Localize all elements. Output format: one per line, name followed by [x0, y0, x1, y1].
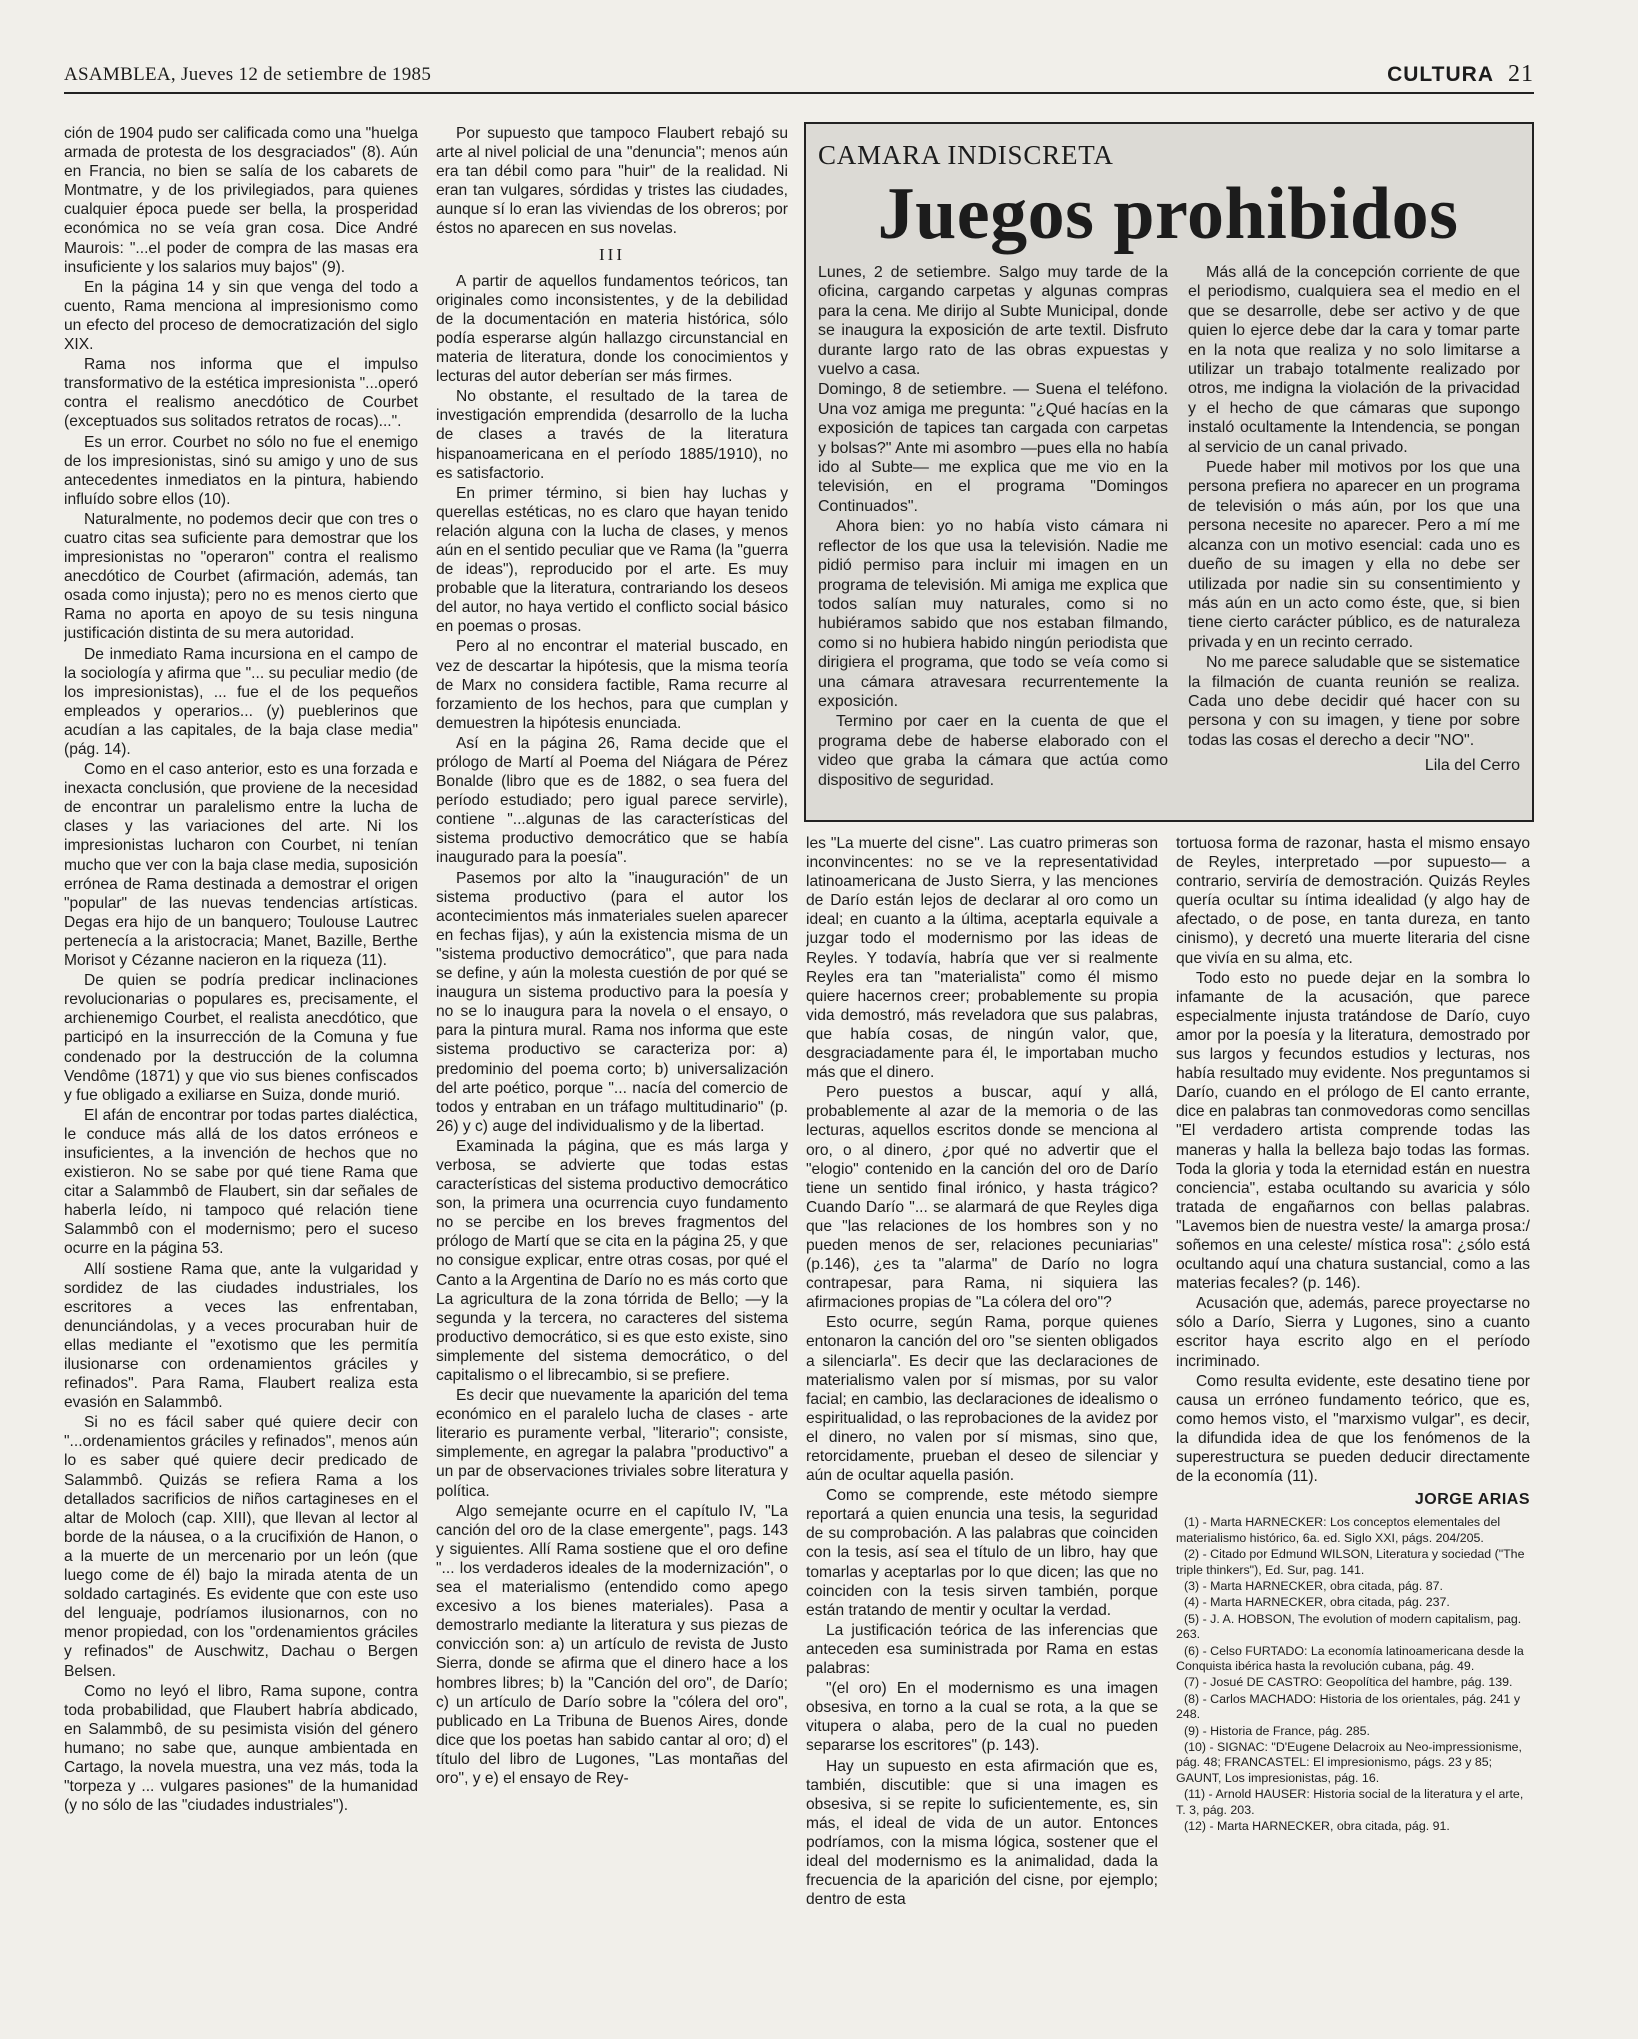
- paragraph: No me parece saludable que se sistematice la filmación de cuanta reunión se realiza. Cada uno debe decidir qué hacer con su persona y con su imagen, y tiene por sobre todas las cosas el derecho a decir "NO".: [1188, 654, 1520, 749]
- paragraph: Examinada la página, que es más larga y verbosa, se advierte que todas estas características del sistema productivo democrático son, la primera una ocurrencia cuyo fundamento no se percibe en los breves fragmentos del prólogo de Martí que se cita en la página 25, y que no consigue explicar, entre otras cosas, por qué el Canto a la Argentina de Darío no es más corto que La agricultura de la zona tórrida de Bello; —y la segunda y la tercera, no caracteres del sistema productivo democrático, si es que esto existe, sino simplemente del sistema democrático, o del capitalismo o el librecambio, si se prefiere.: [436, 1137, 788, 1384]
- footnote: (2) - Citado por Edmund WILSON, Literatura y sociedad ("The triple thinkers"), Ed. Sur, pag. 141.: [1176, 1547, 1525, 1577]
- box-headline: Juegos prohibidos: [877, 173, 1459, 255]
- paragraph: Acusación que, además, parece proyectarse no sólo a Darío, Sierra y Lugones, sino a cuanto escritor haya escrito algo en el período incriminado.: [1176, 1295, 1530, 1370]
- paragraph: Más allá de la concepción corriente de que el periodismo, cualquiera sea el medio en el que se desarrolle, debe ser activo y de que quien lo ejerce debe dar la cara y tomar parte en la nota que realiza y no solo limitarse a utilizar un trabajo totalmente realizado por otros, me indigna la violación de la privacidad y el hecho de que cámaras que supongo instaló ocultamente la Intendencia, se pongan al servicio de un canal privado.: [1188, 264, 1520, 456]
- paragraph: La justificación teórica de las inferencias que anteceden esa suministrada por Rama en estas palabras:: [806, 1621, 1158, 1678]
- footnote: (12) - Marta HARNECKER, obra citada, pág. 91.: [1184, 1819, 1450, 1833]
- paragraph: Todo esto no puede dejar en la sombra lo infamante de la acusación, que parece especialmente injusta tratándose de Darío, cuyo amor por la poesía y la literatura, demostrado por sus largos y fecundos estudios y lecturas, nos había resultado muy evidente. Nos preguntamos si Darío, cuando en el prólogo de El canto errante, dice en palabras tan conmovedoras como sencillas "El verdadero artista comprende todas las maneras y halla la belleza bajo todas las formas. Toda la gloria y toda la eternidad están en nuestra conciencia", estaba ocultando su avaricia y sólo tratada de engañarnos con bellas palabras. "Lavemos bien de nuestra veste/ la amarga prosa:/ soñemos en una celeste/ mística rosa": ¿sólo está ocultando aquí una chatura sustancial, como a las materias fecales? (p. 146).: [1176, 969, 1530, 1293]
- article-column-4: [1176, 834, 1530, 1964]
- paragraph: Como en el caso anterior, esto es una forzada e inexacta conclusión, que proviene de la necesidad de encontrar un paralelismo entre la lucha de clases y las variaciones del arte. Ni los impresionistas lucharon con Courbet, ni tenían mucho que ver con la baja clase media, suposición errónea de Rama destinada a demostrar el origen "popular" de las nuevas tendencias artísticas. Degas era hijo de un banquero; Toulouse Lautrec pertenecía a la aristocracia; Manet, Bazille, Berthe Morisot y Cézanne nacieron en la riqueza (11).: [64, 761, 418, 970]
- page-number: 21: [1508, 61, 1534, 87]
- footnote: (6) - Celso FURTADO: La economía latinoamericana desde la Conquista ibérica hasta la revolución cubana, pág. 49.: [1176, 1643, 1524, 1673]
- paragraph: tortuosa forma de razonar, hasta el mismo ensayo de Reyles, interpretado —por supuesto— a contrario, serviría de demostración. Quizás Reyles quería ocultar su íntima idealidad (y algo hay de afectado, o de pose, en tanta dureza, en tanto cinismo), y decretó una muerte literaria del cisne que vivía en su alma, etc.: [1176, 835, 1530, 967]
- paragraph: En primer término, si bien hay luchas y querellas estéticas, no es claro que hayan tenido relación alguna con la lucha de clases, y menos aún en el sentido peculiar que ve Rama (la "guerra de ideas"), reproducido por el arte. Es muy probable que la literatura, contrariando los deseos del autor, no haya vertido el conflicto social básico en poemas o prosas.: [436, 484, 788, 636]
- paragraph: Es un error. Courbet no sólo no fue el enemigo de los impresionistas, sinó su amigo y uno de sus antecedentes inmediatos en la pintura, habiendo influído sobre ellos (10).: [64, 433, 418, 508]
- footnote: (8) - Carlos MACHADO: Historia de los orientales, pág. 241 y 248.: [1176, 1691, 1521, 1722]
- paragraph: Es decir que nuevamente la aparición del tema económico en el paralelo lucha de clases - arte literario es puramente verbal, "literario"; consiste, simplemente, en agregar la palabra "productivo" a un par de observaciones triviales sobre literatura y política.: [436, 1387, 788, 1500]
- paragraph: Si no es fácil saber qué quiere decir con "...ordenamientos gráciles y refinados", menos aún lo es saber qué quiere decir predicado de Salammbô. Quizás se refiera Rama a los detallados sacrificios de niños cartagineses en el altar de Moloch (cap. XIII), que llevan al lector al borde de la náusea, o a la crucifixión de Hanon, o a la muerte de un mercenario por un león (que luego come de él) bajo la mirada atenta de un soldado cartaginés. Es evidente que con este uso del lenguaje, podríamos ilusionarnos, con no menor propiedad, con los "ordenamientos gráciles y refinados" de Auschwitz, Dachau o Bergen Belsen.: [64, 1414, 418, 1680]
- camara-indiscreta-box: [804, 122, 1534, 822]
- paragraph: De quien se podría predicar inclinaciones revolucionarias o populares es, precisamente, el archienemigo Courbet, el realista anecdótico, que participó en la insurrección de la Comuna y fue condenado por la destrucción de la columna Vendôme (1871) y que vio sus bienes confiscados y fue obligado a exiliarse en Suiza, donde murió.: [64, 972, 418, 1104]
- masthead-date: ASAMBLEA, Jueves 12 de setiembre de 1985: [64, 64, 432, 85]
- article-column-1: [64, 124, 418, 1954]
- paragraph: No obstante, el resultado de la tarea de investigación emprendida (desarrollo de la lucha de clases a través de la literatura hispanoamericana en el período 1885/1910), no es satisfactorio.: [436, 388, 788, 482]
- footnote: (3) - Marta HARNECKER, obra citada, pág. 87.: [1184, 1578, 1443, 1593]
- paragraph: les "La muerte del cisne". Las cuatro primeras son inconvincentes: no se ve la representatividad latinoamericana de Justo Sierra, y las menciones de Darío están lejos de declarar al oro como un ideal; en cuanto a la última, aceptarla equivale a juzgar todo el modernismo por las ideas de Reyles. Y todavía, habría que ver si realmente Reyles era tan "materialista" como él mismo quiere hacernos creer; probablemente su propia vida demostró, más reveladora que sus palabras, que había cosas, de ningún valor, que, desgraciadamente para él, le importaban mucho más que el dinero.: [806, 835, 1158, 1082]
- paragraph: Como no leyó el libro, Rama supone, contra toda probabilidad, que Flaubert habría abdicado, en Salammbô, de su pesimista visión del género humano; no sabe que, aunque ambientada en Cartago, la novela muestra, una vez más, toda la "torpeza y ... vulgares pasiones" de la humanidad (y no sólo de las "ciudades industriales").: [64, 1682, 418, 1815]
- paragraph: Pero al no encontrar el material buscado, en vez de descartar la hipótesis, que la misma teoría de Marx no considera factible, Rama recurre al forzamiento de los hechos, para que cumplan y demuestren la hipótesis enunciada.: [436, 638, 788, 732]
- paragraph: Domingo, 8 de setiembre. — Suena el teléfono. Una voz amiga me pregunta: "¿Qué hacías en la exposición de tapices tan cargada con carpetas y bolsas?" Ante mi asombro —pues ella no había ido al Subte— me explica que me vio en la televisión, en el programa "Domingos Continuados".: [818, 381, 1168, 515]
- paragraph: Termino por caer en la cuenta de que el programa debe de haberse elaborado con el video que graba la cámara que actúa como dispositivo de seguridad.: [818, 713, 1168, 789]
- box-column-1: [818, 263, 1168, 791]
- footnotes: [1176, 1515, 1530, 1834]
- paragraph: Hay un supuesto en esta afirmación que es, también, discutible: que si una imagen es obsesiva, si se repite lo suficientemente, es, sin más, el ideal de vida de un autor. Entonces podríamos, con la misma lógica, sostener que el ideal del modernismo es la animalidad, dada la frecuencia de la aparición del cisne, por ejemplo; dentro de esta: [806, 1757, 1158, 1909]
- paragraph: Allí sostiene Rama que, ante la vulgaridad y sordidez de las ciudades industriales, los escritores a veces las enfrentaban, denunciándolas, y a veces procuraban huir de ellas mediante el "exotismo que les permitía ilusionarse con ordenamientos gráciles y refinados". Para Rama, Flaubert realiza esta evasión en Salammbô.: [64, 1260, 418, 1412]
- paragraph: De inmediato Rama incursiona en el campo de la sociología y afirma que "... su peculiar medio (de los impresionistas), ... fue el de los pequeños empleados y operarios... (y) pueblerinos que acudían a las capitales, de la baja clase media" (pág. 14).: [64, 645, 418, 758]
- paragraph: Por supuesto que tampoco Flaubert rebajó su arte al nivel policial de una "denuncia"; menos aún era tan débil como para "huir" de la realidad. Ni eran tan vulgares, sórdidas y tristes las ciudades, aunque sí lo eran las viviendas de los obreros; por éstos no aparecen en sus novelas.: [436, 125, 788, 238]
- footnote: (5) - J. A. HOBSON, The evolution of modern capitalism, pag. 263.: [1176, 1611, 1522, 1642]
- paragraph: "(el oro) En el modernismo es una imagen obsesiva, en torno a la cual se rota, a la que se vitupera o alaba, pero de la cual no pueden separarse los escritores" (p. 143).: [806, 1680, 1158, 1755]
- paragraph: Pasemos por alto la "inauguración" de un sistema productivo (para el autor los acontecimientos más inmateriales suelen aparecer en fechas fijas), y aún la existencia misma de un "sistema productivo democrático", que para nada se define, y aún la molesta cuestión de por qué se inaugura un sistema productivo para la poesía y no se lo inaugura para la novela o el ensayo, o para la pintura mural. Rama nos informa que este sistema productivo se caracteriza por: a) predominio del poema corto; b) universalización del arte poético, porque "... nacía del comercio de todos y entraban en un tráfago multitudinario" (p. 26) y c) auge del individualismo y de la libertad.: [436, 869, 788, 1135]
- footnote: (7) - Josué DE CASTRO: Geopolítica del hambre, pág. 139.: [1184, 1675, 1513, 1690]
- paragraph: Lunes, 2 de setiembre. Salgo muy tarde de la oficina, cargando carpetas y algunas compras para la cena. Me dirijo al Subte Municipal, donde se inaugura la exposición de arte textil. Disfruto durante largo rato de las obras expuestas y vuelvo a casa.: [818, 264, 1168, 379]
- paragraph: A partir de aquellos fundamentos teóricos, tan originales como inconsistentes, y de la debilidad de la documentación en materia histórica, sólo podía esperarse algún hallazgo circunstancial en materia de literatura, donde los conocimientos y lecturas del autor deberían ser más firmes.: [436, 272, 788, 386]
- footnote: (10) - SIGNAC: "D'Eugene Delacroix au Neo-impressionisme, pág. 48; FRANCASTEL: El impresionismo, págs. 23 y 85; GAUNT, Los impresionistas, pág. 16.: [1176, 1739, 1522, 1785]
- paragraph: Así en la página 26, Rama decide que el prólogo de Martí al Poema del Niágara de Pérez Bonalde (libro que es de 1882, o sea fuera del período estudiado; pero igual parece servirle), contiene "...algunas de las características del sistema productivo democrático que se había inaugurado para la poesía".: [436, 734, 788, 867]
- footnote: (4) - Marta HARNECKER, obra citada, pág. 237.: [1184, 1595, 1450, 1610]
- paragraph: El afán de encontrar por todas partes dialéctica, le conduce más allá de los datos erróneos e insuficientes, a la invención de hechos que no existieron. No se sabe por qué tiene Rama que citar a Salammbô de Flaubert, sin dar señales de haberla leído, ni tampoco qué relación tiene Salammbô con el modernismo; pero el suceso ocurre en la página 53.: [64, 1106, 418, 1258]
- author-signature: JORGE ARIAS: [1414, 1491, 1530, 1509]
- paragraph: Como resulta evidente, este desatino tiene por causa un erróneo fundamento teórico, que es, como hemos visto, el "marxismo vulgar", es decir, la difundida idea de que los fenómenos de la superestructura se pueden deducir directamente de la economía (11).: [1176, 1372, 1530, 1486]
- paragraph: Como se comprende, este método siempre reportará a quien enuncia una tesis, la seguridad de su comprobación. A las palabras que coinciden con la tesis, así sea el título de un libro, hay que tomarlas y aceptarlas por lo que dicen; las que no coinciden con la tesis sirven también, porque están tratando de mentir y ocultar la verdad.: [806, 1487, 1158, 1619]
- masthead: [64, 60, 1534, 94]
- paragraph: Pero puestos a buscar, aquí y allá, probablemente al azar de la memoria o de las lecturas, aquellos escritos donde se menciona al oro, o al dinero, ¿por qué no advertir que el "elogio" contenido en la canción del oro de Darío tiene un sentido final irónico, y hasta trágico? Cuando Darío "... se alarmará de que Reyles diga que "las relaciones de los hombres son y no pueden menos de ser, relaciones pecuniarias" (p.146), ¿es ta "alarma" de Darío no logra contrapesar, para Rama, ni siquiera las afirmaciones propias de "La cólera del oro"?: [806, 1084, 1158, 1312]
- section-numeral: III: [599, 244, 625, 264]
- paragraph: ción de 1904 pudo ser calificada como una "huelga armada de protesta de los desgraciados" (8). Aún en Francia, no bien se salía de los cabarets de Montmatre, y de los privilegiados, para quienes cualquier época puede ser bella, la prosperidad económica no se veía gran cosa. Dice André Maurois: "...el poder de compra de las masas era insuficiente y los salarios muy bajos" (9).: [64, 125, 418, 276]
- footnote: (9) - Historia de France, pág. 285.: [1184, 1723, 1370, 1738]
- box-signature: Lila del Cerro: [1424, 757, 1520, 775]
- paragraph: Naturalmente, no podemos decir que con tres o cuatro citas sea suficiente para demostrar que los impresionistas no "operaron" contra el realismo anecdótico de Courbet (afirmación, además, tan osada como injusta); pero no es menos cierto que Rama no aporta en apoyo de su tesis ninguna justificación distinta de su mera autoridad.: [64, 510, 418, 643]
- paragraph: Ahora bien: yo no había visto cámara ni reflector de los que usa la televisión. Nadie me pidió permiso para incluir mi imagen en un programa de televisión. Mi amiga me explica que todos salían muy naturales, como si no hubiéramos sabido que nos estaban filmando, como si no hubiera habido ningún periodista que dirigiera el programa, que todo se veía como si una cámara atravesara recurrentemente la exposición.: [818, 518, 1168, 710]
- box-kicker: CAMARA INDISCRETA: [818, 140, 1114, 170]
- paragraph: Rama nos informa que el impulso transformativo de la estética impresionista "...operó contra el realismo anecdótico de Courbet (exceptuados sus solitados retratos de rocas)...".: [64, 356, 418, 431]
- footnote: (1) - Marta HARNECKER: Los conceptos elementales del materialismo histórico, 6a. ed. Siglo XXI, págs. 204/205.: [1176, 1515, 1501, 1545]
- section-name: CULTURA: [1387, 63, 1494, 86]
- masthead-section: [1387, 61, 1534, 88]
- paragraph: Algo semejante ocurre en el capítulo IV, "La canción del oro de la clase emergente", pags. 143 y siguientes. Allí Rama sostiene que el oro define "... los verdaderos ideales de la modernización", o sea el materialismo (entendido como apego excesivo a los bienes materiales). Pasa a demostrarlo mediante la literatura y sus piezas de convicción son: a) un artículo de revista de Justo Sierra, donde se afirma que el dinero hace a los hombres libres; b) la "Canción del oro", de Darío; c) un artículo de Darío sobre la "cólera del oro", publicado en La Tribuna de Buenos Aires, donde dice que los poetas han sabido cantar al oro; d) el título del libro de Lugones, "Las montañas del oro", y e) el ensayo de Rey-: [436, 1502, 788, 1787]
- paragraph: Puede haber mil motivos por los que una persona prefiera no aparecer en un programa de televisión o más aún, por los que una persona necesite no aparecer. Pero a mí me alcanza con un motivo esencial: cada uno es dueño de su imagen y ella no debe ser utilizada por nadie sin su consentimiento y más aún en un acto como éste, que, si bien tiene cierto carácter público, es de naturaleza privada y en un recinto cerrado.: [1188, 459, 1520, 651]
- article-column-2: [436, 124, 788, 1954]
- box-body: [818, 263, 1518, 803]
- paragraph: En la página 14 y sin que venga del todo a cuento, Rama menciona al impresionismo como un efecto del proceso de democratización del siglo XIX.: [64, 278, 418, 354]
- footnote: (11) - Arnold HAUSER: Historia social de la literatura y el arte, T. 3, pág. 203.: [1176, 1787, 1524, 1817]
- box-column-2: [1188, 263, 1520, 776]
- article-column-3: [806, 834, 1158, 1964]
- paragraph: Esto ocurre, según Rama, porque quienes entonaron la canción del oro "se sienten obligados a silenciarla". Es decir que las declaraciones de materialismo valen por sí mismas, por su valor facial; en cambio, las declaraciones de idealismo o espiritualidad, o las reprobaciones de la avidez por el dinero, no valen por sí mismas, sino que, retorcidamente, prueban el deseo de silenciar y aún de ocultar aquella pasión.: [806, 1314, 1158, 1485]
